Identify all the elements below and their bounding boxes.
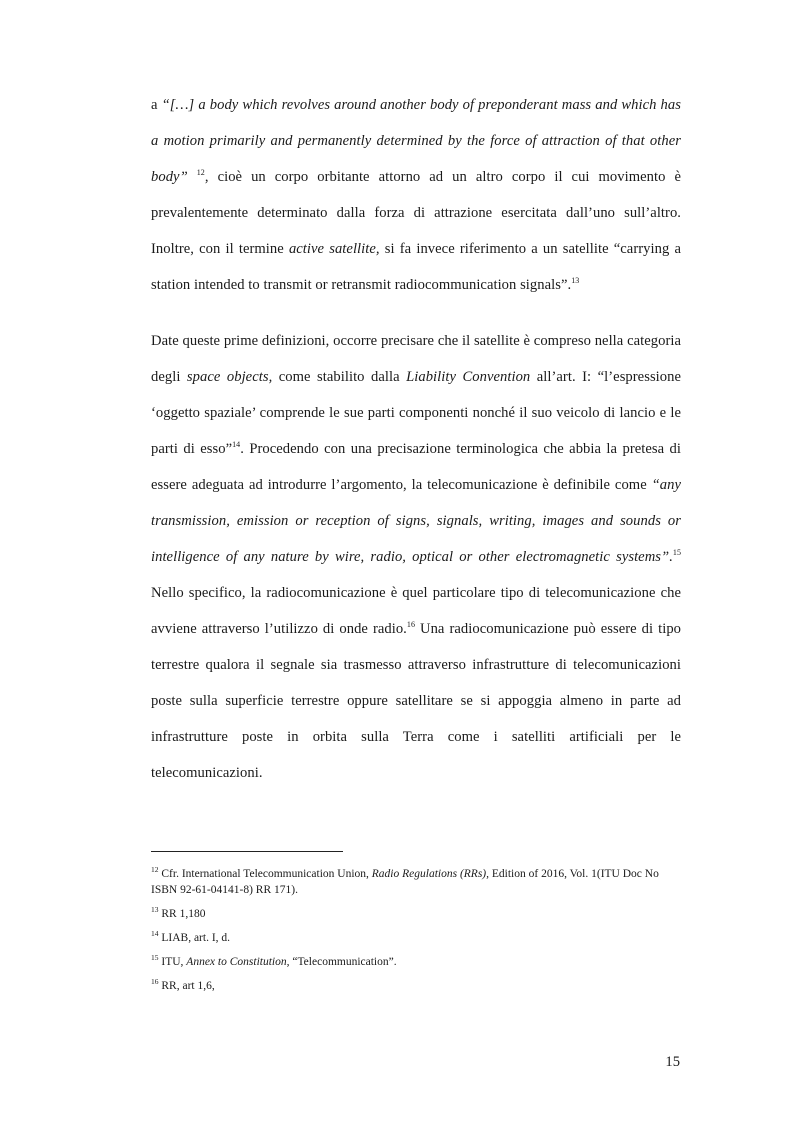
footnote-ref-15: 15: [672, 548, 681, 558]
footnote-number: 16: [151, 977, 159, 987]
footnote-title: Annex to Constitution,: [186, 956, 290, 968]
text-run: come stabilito dalla: [272, 369, 407, 385]
text-run: Una radiocomunicazione può essere di tipo terrestre qualora il segnale sia trasmesso attraverso infrastrutture di telecomunicazioni poste sulla superficie terrestre oppure satellitare se si appoggia almeno in parte ad infrastrutture poste in orbita sulla Terra come i satelliti artificiali per le telecomunicazioni.: [151, 621, 682, 781]
footnote-ref-12: 12: [196, 168, 205, 178]
text-run: [188, 169, 197, 185]
term-liability-convention: Liability Convention: [406, 369, 531, 385]
footnote-16: [151, 978, 681, 994]
footnote-12: [151, 866, 681, 898]
text-run: all’art. I: “l’espressione ‘oggetto spaziale’ comprende le sue parti componenti nonché il suo veicolo di lancio e le parti di esso”: [151, 369, 681, 457]
footnote-ref-16: 16: [406, 620, 415, 630]
footnote-text: Cfr. International Telecommunication Union,: [158, 868, 372, 880]
footnote-13: [151, 906, 681, 922]
footnote-text: Edition of 2016, Vol. 1(ITU Doc No ISBN 92-61-04141-8) RR 171).: [151, 868, 659, 896]
text-run: Date queste prime definizioni, occorre precisare che il satellite è compreso nella categoria degli: [151, 333, 681, 385]
text-run: a: [151, 97, 162, 113]
text-run: . Procedendo con una precisazione terminologica che abbia la pretesa di essere adeguata ad introdurre l’argomento, la telecomunicazione è definibile come: [151, 441, 681, 493]
footnote-title: Radio Regulations (RRs),: [371, 868, 489, 880]
footnote-number: 14: [151, 929, 159, 939]
text-run: Nello specifico, la radiocomunicazione è quel particolare tipo di telecomunicazione che avviene attraverso l’utilizzo di onde radio.: [151, 585, 681, 637]
term-active-satellite: active satellite,: [288, 241, 380, 257]
footnote-ref-14: 14: [232, 440, 241, 450]
footnote-separator: [151, 851, 343, 852]
footnote-text: RR, art 1,6,: [158, 980, 215, 992]
paragraph-telecommunication-definitions: [151, 323, 681, 791]
footnote-number: 13: [151, 905, 159, 915]
footnote-text: “Telecommunication”.: [289, 956, 397, 968]
footnote-15: [151, 954, 681, 970]
quote-telecommunication-definition: “any transmission, emission or reception of signs, signals, writing, images and sounds or intelligence of any nature by wire, radio, optical or other electromagnetic systems”.: [151, 477, 681, 565]
footnote-text: ITU,: [158, 956, 187, 968]
page-number: 15: [665, 1054, 680, 1070]
term-space-objects: space objects,: [186, 369, 273, 385]
text-run: si fa invece riferimento a un satellite “carrying a station intended to transmit or retransmit radiocommunication signals”.: [151, 241, 681, 293]
paragraph-satellite-definition: [151, 87, 681, 303]
footnote-text: RR 1,180: [158, 908, 206, 920]
footnote-ref-13: 13: [571, 276, 580, 286]
footnotes-section: [151, 866, 681, 1002]
footnote-number: 12: [151, 865, 159, 875]
quote-natural-satellite-definition: “[…] a body which revolves around another body of preponderant mass and which has a motion primarily and permanently determined by the force of attraction of that other body”: [151, 97, 681, 185]
footnote-number: 15: [151, 953, 159, 963]
footnote-text: LIAB, art. I, d.: [158, 932, 231, 944]
text-run: , cioè un corpo orbitante attorno ad un altro corpo il cui movimento è prevalentemente determinato dalla forza di attrazione esercitata dall’uno sull’altro. Inoltre, con il termine: [151, 169, 681, 257]
footnote-14: [151, 930, 681, 946]
